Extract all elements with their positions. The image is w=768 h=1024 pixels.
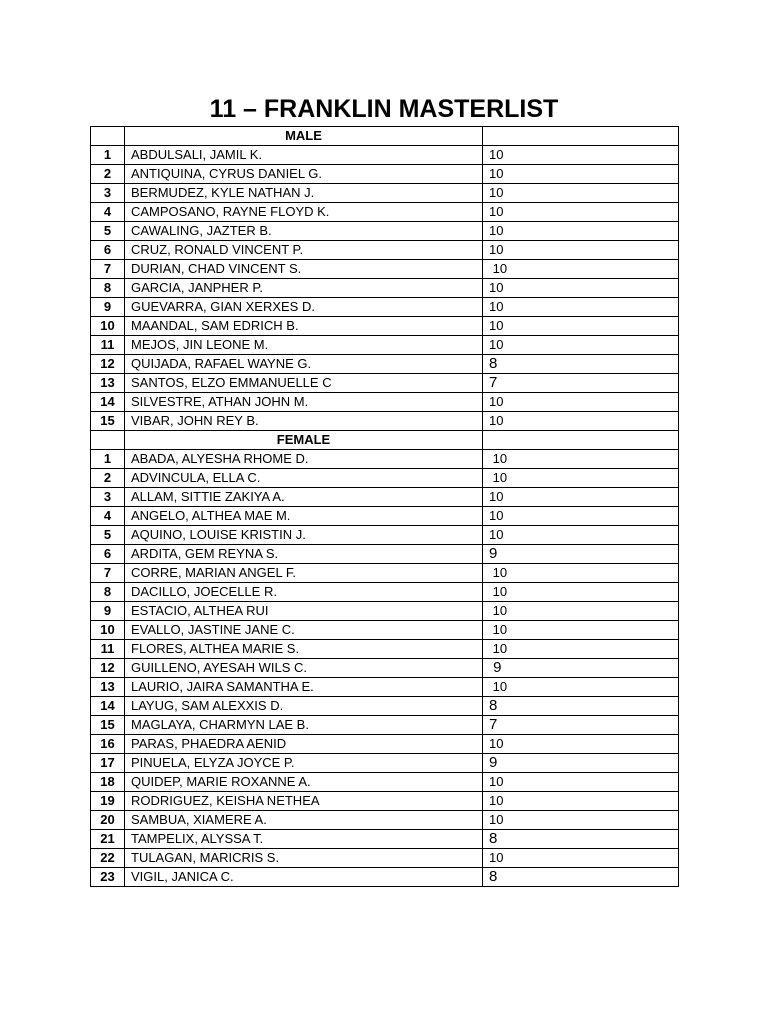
table-row xyxy=(91,393,679,412)
row-number: 20 xyxy=(91,811,125,830)
row-number: 8 xyxy=(91,583,125,602)
student-grade: 9 xyxy=(483,659,679,678)
student-grade: 10 xyxy=(483,773,679,792)
row-number: 3 xyxy=(91,184,125,203)
masterlist-body xyxy=(91,127,679,887)
student-name: ABDULSALI, JAMIL K. xyxy=(125,146,483,165)
row-number: 2 xyxy=(91,469,125,488)
student-grade: 10 xyxy=(483,526,679,545)
row-number: 3 xyxy=(91,488,125,507)
student-name: QUIDEP, MARIE ROXANNE A. xyxy=(125,773,483,792)
section-grade-cell xyxy=(483,431,679,450)
student-name: ARDITA, GEM REYNA S. xyxy=(125,545,483,564)
table-row xyxy=(91,469,679,488)
row-number: 12 xyxy=(91,659,125,678)
table-row xyxy=(91,526,679,545)
student-grade: 10 xyxy=(483,507,679,526)
table-row xyxy=(91,792,679,811)
row-number: 17 xyxy=(91,754,125,773)
student-grade: 10 xyxy=(483,260,679,279)
row-number: 11 xyxy=(91,336,125,355)
student-grade: 10 xyxy=(483,450,679,469)
student-grade: 10 xyxy=(483,564,679,583)
student-name: ESTACIO, ALTHEA RUI xyxy=(125,602,483,621)
table-row xyxy=(91,279,679,298)
table-row xyxy=(91,621,679,640)
student-grade: 10 xyxy=(483,602,679,621)
row-number: 21 xyxy=(91,830,125,849)
table-row xyxy=(91,583,679,602)
student-name: LAURIO, JAIRA SAMANTHA E. xyxy=(125,678,483,697)
row-number: 4 xyxy=(91,507,125,526)
student-grade: 10 xyxy=(483,640,679,659)
table-row xyxy=(91,450,679,469)
row-number: 6 xyxy=(91,545,125,564)
row-number: 23 xyxy=(91,868,125,887)
row-number: 1 xyxy=(91,450,125,469)
student-name: SAMBUA, XIAMERE A. xyxy=(125,811,483,830)
row-number: 2 xyxy=(91,165,125,184)
student-name: GUILLENO, AYESAH WILS C. xyxy=(125,659,483,678)
student-name: QUIJADA, RAFAEL WAYNE G. xyxy=(125,355,483,374)
row-number: 12 xyxy=(91,355,125,374)
student-name: BERMUDEZ, KYLE NATHAN J. xyxy=(125,184,483,203)
table-row xyxy=(91,659,679,678)
student-name: MAGLAYA, CHARMYN LAE B. xyxy=(125,716,483,735)
row-number: 13 xyxy=(91,374,125,393)
table-row xyxy=(91,735,679,754)
table-row xyxy=(91,716,679,735)
page-title: 11 – FRANKLIN MASTERLIST xyxy=(209,95,559,123)
student-grade: 7 xyxy=(483,716,679,735)
table-row xyxy=(91,203,679,222)
student-name: CAMPOSANO, RAYNE FLOYD K. xyxy=(125,203,483,222)
table-row xyxy=(91,545,679,564)
row-number: 5 xyxy=(91,526,125,545)
student-name: VIBAR, JOHN REY B. xyxy=(125,412,483,431)
table-row xyxy=(91,317,679,336)
student-grade: 8 xyxy=(483,697,679,716)
section-label: FEMALE xyxy=(125,431,483,450)
table-row xyxy=(91,336,679,355)
table-row xyxy=(91,374,679,393)
student-grade: 10 xyxy=(483,393,679,412)
row-number: 15 xyxy=(91,716,125,735)
student-grade: 10 xyxy=(483,165,679,184)
student-name: CORRE, MARIAN ANGEL F. xyxy=(125,564,483,583)
student-name: CRUZ, RONALD VINCENT P. xyxy=(125,241,483,260)
student-grade: 10 xyxy=(483,241,679,260)
table-row xyxy=(91,811,679,830)
section-header-row xyxy=(91,127,679,146)
row-number: 7 xyxy=(91,564,125,583)
table-row xyxy=(91,184,679,203)
student-name: ANTIQUINA, CYRUS DANIEL G. xyxy=(125,165,483,184)
student-name: SANTOS, ELZO EMMANUELLE C xyxy=(125,374,483,393)
student-grade: 10 xyxy=(483,811,679,830)
student-grade: 10 xyxy=(483,184,679,203)
row-number: 4 xyxy=(91,203,125,222)
student-name: ADVINCULA, ELLA C. xyxy=(125,469,483,488)
student-grade: 8 xyxy=(483,830,679,849)
student-name: MAANDAL, SAM EDRICH B. xyxy=(125,317,483,336)
student-grade: 10 xyxy=(483,469,679,488)
student-grade: 8 xyxy=(483,355,679,374)
row-number: 8 xyxy=(91,279,125,298)
student-grade: 10 xyxy=(483,412,679,431)
row-number: 18 xyxy=(91,773,125,792)
row-number: 9 xyxy=(91,602,125,621)
row-number: 10 xyxy=(91,621,125,640)
row-number: 14 xyxy=(91,697,125,716)
table-row xyxy=(91,564,679,583)
section-num-cell xyxy=(91,431,125,450)
table-row xyxy=(91,355,679,374)
row-number: 9 xyxy=(91,298,125,317)
row-number: 5 xyxy=(91,222,125,241)
table-row xyxy=(91,488,679,507)
table-row xyxy=(91,754,679,773)
student-grade: 10 xyxy=(483,279,679,298)
student-name: MEJOS, JIN LEONE M. xyxy=(125,336,483,355)
student-grade: 10 xyxy=(483,488,679,507)
row-number: 22 xyxy=(91,849,125,868)
table-row xyxy=(91,298,679,317)
table-row xyxy=(91,678,679,697)
student-name: GARCIA, JANPHER P. xyxy=(125,279,483,298)
table-row xyxy=(91,640,679,659)
table-row xyxy=(91,830,679,849)
row-number: 1 xyxy=(91,146,125,165)
student-name: LAYUG, SAM ALEXXIS D. xyxy=(125,697,483,716)
student-name: PINUELA, ELYZA JOYCE P. xyxy=(125,754,483,773)
student-name: FLORES, ALTHEA MARIE S. xyxy=(125,640,483,659)
student-name: DURIAN, CHAD VINCENT S. xyxy=(125,260,483,279)
table-row xyxy=(91,507,679,526)
student-name: DACILLO, JOECELLE R. xyxy=(125,583,483,602)
row-number: 7 xyxy=(91,260,125,279)
table-row xyxy=(91,412,679,431)
student-name: VIGIL, JANICA C. xyxy=(125,868,483,887)
student-grade: 10 xyxy=(483,298,679,317)
student-name: PARAS, PHAEDRA AENID xyxy=(125,735,483,754)
student-name: TULAGAN, MARICRIS S. xyxy=(125,849,483,868)
student-grade: 8 xyxy=(483,868,679,887)
student-grade: 9 xyxy=(483,754,679,773)
student-grade: 10 xyxy=(483,203,679,222)
section-label: MALE xyxy=(125,127,483,146)
student-grade: 10 xyxy=(483,792,679,811)
table-row xyxy=(91,849,679,868)
student-grade: 7 xyxy=(483,374,679,393)
student-grade: 10 xyxy=(483,146,679,165)
student-name: AQUINO, LOUISE KRISTIN J. xyxy=(125,526,483,545)
student-grade: 10 xyxy=(483,583,679,602)
student-name: TAMPELIX, ALYSSA T. xyxy=(125,830,483,849)
student-name: ABADA, ALYESHA RHOME D. xyxy=(125,450,483,469)
student-name: ANGELO, ALTHEA MAE M. xyxy=(125,507,483,526)
table-row xyxy=(91,260,679,279)
student-name: ALLAM, SITTIE ZAKIYA A. xyxy=(125,488,483,507)
section-header-row xyxy=(91,431,679,450)
table-row xyxy=(91,602,679,621)
student-name: CAWALING, JAZTER B. xyxy=(125,222,483,241)
student-grade: 10 xyxy=(483,336,679,355)
student-grade: 10 xyxy=(483,735,679,754)
student-grade: 10 xyxy=(483,222,679,241)
student-grade: 10 xyxy=(483,317,679,336)
student-name: GUEVARRA, GIAN XERXES D. xyxy=(125,298,483,317)
table-row xyxy=(91,868,679,887)
row-number: 6 xyxy=(91,241,125,260)
student-name: SILVESTRE, ATHAN JOHN M. xyxy=(125,393,483,412)
table-row xyxy=(91,697,679,716)
row-number: 14 xyxy=(91,393,125,412)
student-grade: 10 xyxy=(483,621,679,640)
student-name: EVALLO, JASTINE JANE C. xyxy=(125,621,483,640)
row-number: 13 xyxy=(91,678,125,697)
row-number: 10 xyxy=(91,317,125,336)
masterlist-table xyxy=(90,126,679,887)
student-grade: 9 xyxy=(483,545,679,564)
row-number: 15 xyxy=(91,412,125,431)
table-row xyxy=(91,241,679,260)
table-row xyxy=(91,146,679,165)
table-row xyxy=(91,222,679,241)
row-number: 19 xyxy=(91,792,125,811)
student-name: RODRIGUEZ, KEISHA NETHEA xyxy=(125,792,483,811)
student-grade: 10 xyxy=(483,849,679,868)
section-grade-cell xyxy=(483,127,679,146)
row-number: 11 xyxy=(91,640,125,659)
row-number: 16 xyxy=(91,735,125,754)
section-num-cell xyxy=(91,127,125,146)
table-row xyxy=(91,165,679,184)
student-grade: 10 xyxy=(483,678,679,697)
table-row xyxy=(91,773,679,792)
